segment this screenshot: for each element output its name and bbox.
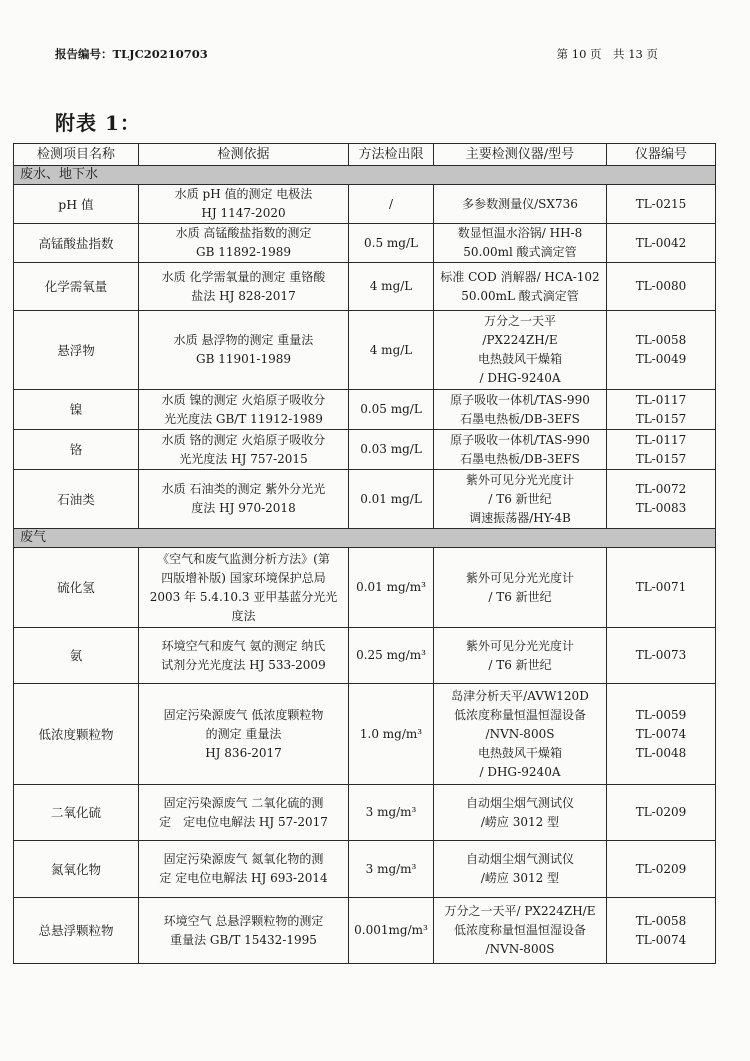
cell-instrument: 万分之一天平/ PX224ZH/E 低浓度称量恒温恒湿设备 /NVN-800S: [434, 898, 607, 964]
col-header-id: 仪器编号: [607, 144, 716, 166]
cell-basis: 固定污染源废气 二氧化硫的测 定 定电位电解法 HJ 57-2017: [139, 785, 349, 841]
section-row: [14, 166, 716, 185]
cell-instrument-id: TL-0059 TL-0074 TL-0048: [607, 684, 716, 785]
section-title: 废气: [14, 529, 716, 548]
cell-limit: 0.01 mg/L: [349, 470, 434, 529]
table-body: [14, 166, 716, 964]
table-row: [14, 263, 716, 311]
cell-basis: 水质 高锰酸盐指数的测定 GB 11892-1989: [139, 224, 349, 263]
cell-item: 石油类: [14, 470, 139, 529]
cell-item: 高锰酸盐指数: [14, 224, 139, 263]
cell-item: 低浓度颗粒物: [14, 684, 139, 785]
cell-limit: 0.25 mg/m³: [349, 628, 434, 684]
cell-basis: 《空气和废气监测分析方法》(第 四版增补版) 国家环境保护总局 2003 年 5.4.10.3 亚甲基蓝分光光 度法: [139, 548, 349, 628]
col-header-instrument: 主要检测仪器/型号: [434, 144, 607, 166]
cell-instrument-id: TL-0072 TL-0083: [607, 470, 716, 529]
cell-instrument: 原子吸收一体机/TAS-990 石墨电热板/DB-3EFS: [434, 430, 607, 470]
cell-item: 化学需氧量: [14, 263, 139, 311]
cell-item: pH 值: [14, 185, 139, 224]
section-title: 废水、地下水: [14, 166, 716, 185]
cell-item: 镍: [14, 390, 139, 430]
cell-instrument-id: TL-0209: [607, 785, 716, 841]
cell-instrument: 原子吸收一体机/TAS-990 石墨电热板/DB-3EFS: [434, 390, 607, 430]
cell-basis: 固定污染源废气 氮氧化物的测 定 定电位电解法 HJ 693-2014: [139, 841, 349, 898]
col-header-basis: 检测依据: [139, 144, 349, 166]
table-header-row: [14, 144, 716, 166]
table-row: [14, 898, 716, 964]
cell-instrument: 多参数测量仪/SX736: [434, 185, 607, 224]
cell-basis: 环境空气 总悬浮颗粒物的测定 重量法 GB/T 15432-1995: [139, 898, 349, 964]
cell-instrument: 紫外可见分光光度计 / T6 新世纪: [434, 548, 607, 628]
table-row: [14, 628, 716, 684]
cell-instrument-id: TL-0117 TL-0157: [607, 430, 716, 470]
cell-instrument-id: TL-0209: [607, 841, 716, 898]
cell-instrument-id: TL-0073: [607, 628, 716, 684]
cell-basis: 水质 pH 值的测定 电极法 HJ 1147-2020: [139, 185, 349, 224]
cell-item: 总悬浮颗粒物: [14, 898, 139, 964]
cell-basis: 固定污染源废气 低浓度颗粒物 的测定 重量法 HJ 836-2017: [139, 684, 349, 785]
table-row: [14, 841, 716, 898]
cell-item: 二氧化硫: [14, 785, 139, 841]
cell-instrument-id: TL-0117 TL-0157: [607, 390, 716, 430]
cell-basis: 环境空气和废气 氨的测定 纳氏 试剂分光光度法 HJ 533-2009: [139, 628, 349, 684]
cell-instrument: 万分之一天平 /PX224ZH/E 电热鼓风干燥箱 / DHG-9240A: [434, 311, 607, 390]
cell-instrument-id: TL-0058 TL-0049: [607, 311, 716, 390]
cell-limit: 4 mg/L: [349, 263, 434, 311]
cell-item: 氮氧化物: [14, 841, 139, 898]
cell-instrument: 自动烟尘烟气测试仪 /崂应 3012 型: [434, 785, 607, 841]
table-row: [14, 224, 716, 263]
cell-limit: 0.01 mg/m³: [349, 548, 434, 628]
cell-limit: 3 mg/m³: [349, 841, 434, 898]
table-row: [14, 548, 716, 628]
col-header-item: 检测项目名称: [14, 144, 139, 166]
cell-limit: 1.0 mg/m³: [349, 684, 434, 785]
table-row: [14, 390, 716, 430]
cell-instrument-id: TL-0215: [607, 185, 716, 224]
cell-item: 悬浮物: [14, 311, 139, 390]
section-row: [14, 529, 716, 548]
cell-item: 铬: [14, 430, 139, 470]
cell-limit: 0.5 mg/L: [349, 224, 434, 263]
col-header-limit: 方法检出限: [349, 144, 434, 166]
table-row: [14, 185, 716, 224]
cell-basis: 水质 石油类的测定 紫外分光光 度法 HJ 970-2018: [139, 470, 349, 529]
cell-limit: 0.03 mg/L: [349, 430, 434, 470]
cell-basis: 水质 化学需氧量的测定 重铬酸 盐法 HJ 828-2017: [139, 263, 349, 311]
table-row: [14, 311, 716, 390]
cell-instrument-id: TL-0071: [607, 548, 716, 628]
cell-instrument: 标准 COD 消解器/ HCA-102 50.00mL 酸式滴定管: [434, 263, 607, 311]
cell-instrument-id: TL-0058 TL-0074: [607, 898, 716, 964]
table-row: [14, 430, 716, 470]
cell-basis: 水质 铬的测定 火焰原子吸收分 光光度法 HJ 757-2015: [139, 430, 349, 470]
page-info: 第 10 页 共 13 页: [556, 47, 658, 61]
table-row: [14, 684, 716, 785]
cell-instrument: 岛津分析天平/AVW120D 低浓度称量恒温恒湿设备 /NVN-800S 电热鼓风干燥箱 / DHG-9240A: [434, 684, 607, 785]
cell-instrument: 紫外可见分光光度计 / T6 新世纪 调速振荡器/HY-4B: [434, 470, 607, 529]
cell-limit: 3 mg/m³: [349, 785, 434, 841]
cell-basis: 水质 镍的测定 火焰原子吸收分 光光度法 GB/T 11912-1989: [139, 390, 349, 430]
cell-instrument-id: TL-0080: [607, 263, 716, 311]
cell-limit: 4 mg/L: [349, 311, 434, 390]
cell-instrument-id: TL-0042: [607, 224, 716, 263]
cell-item: 硫化氢: [14, 548, 139, 628]
cell-item: 氨: [14, 628, 139, 684]
cell-instrument: 紫外可见分光光度计 / T6 新世纪: [434, 628, 607, 684]
table-row: [14, 470, 716, 529]
cell-instrument: 自动烟尘烟气测试仪 /崂应 3012 型: [434, 841, 607, 898]
attachment-title: 附表 1：: [55, 111, 141, 135]
cell-limit: /: [349, 185, 434, 224]
cell-limit: 0.05 mg/L: [349, 390, 434, 430]
cell-instrument: 数显恒温水浴锅/ HH-8 50.00ml 酸式滴定管: [434, 224, 607, 263]
detection-methods-table: [13, 143, 716, 964]
table-row: [14, 785, 716, 841]
report-number: 报告编号：TLJC20210703: [55, 47, 208, 61]
cell-limit: 0.001mg/m³: [349, 898, 434, 964]
cell-basis: 水质 悬浮物的测定 重量法 GB 11901-1989: [139, 311, 349, 390]
